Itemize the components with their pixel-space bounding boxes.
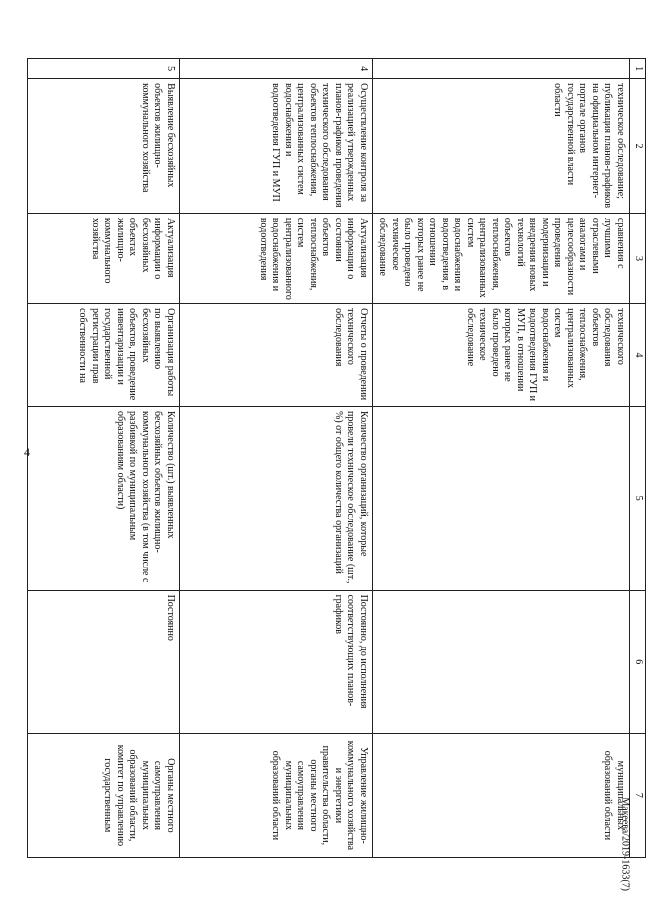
header-col-3: 3	[630, 213, 646, 303]
table-row	[373, 59, 630, 858]
deadline-cell: Постоянно, до исполнения соответствующих планов-графиков	[180, 590, 373, 733]
header-col-6: 6	[630, 590, 646, 733]
plan-table	[27, 58, 646, 858]
indicator-cell: Количество (шт.) выявленных бесхозяйных объектов жилищно-коммунального хозяйства (в том числе с разбивкой по муниципальным образованиям области)	[28, 407, 180, 591]
header-col-5: 5	[630, 407, 646, 591]
measure-cell: Осуществление контроля за реализацией утвержденных планов-графиков проведения технического обследования объектов теплоснабжения, централизованных систем водоснабжения и водоотведения ГУП и МУП	[180, 79, 373, 214]
header-col-1: 1	[630, 59, 646, 79]
result-cell: Организация работы по выявлению бесхозяйных объектов, проведение инвентаризации и государственной регистрации прав собственности на	[28, 304, 180, 407]
measure-cell: техническое обследование; публикация планов-графиков на официальном интернет-портале органов государственной власти области	[373, 79, 630, 214]
responsible-cell: муниципальных образований области	[373, 733, 630, 857]
indicator-cell: Количество организаций, которые провели техническое обследование (шт., %) от общего количества организаций	[180, 407, 373, 591]
deadline-cell	[373, 590, 630, 733]
table-row	[180, 59, 373, 858]
document-reference: Макеева/2019-1633(7)	[620, 797, 631, 891]
rotated-table-container	[53, 58, 646, 858]
header-col-7: 7	[630, 733, 646, 857]
row-number	[373, 59, 630, 79]
indicator-cell	[373, 407, 630, 591]
measure-cell: Выявление бесхозяйных объектов жилищно-коммунального хозяйства	[28, 79, 180, 214]
header-col-4: 4	[630, 304, 646, 407]
deadline-cell: Постоянно	[28, 590, 180, 733]
purpose-cell: Актуализация информации о состоянии объектов теплоснабжения, систем централизованного водоснабжения и водоотведения	[180, 213, 373, 303]
result-cell: Отчеты о проведении технического обследования	[180, 304, 373, 407]
page-number: 4	[24, 445, 30, 459]
header-col-2: 2	[630, 79, 646, 214]
row-number: 4	[180, 59, 373, 79]
result-cell: технического обследования объектов теплоснабжения, централизованных систем водоснабжения и водоотведения ГУП и МУП, в отношении которых ранее не было проведено техническое обследование	[373, 304, 630, 407]
row-number: 5	[28, 59, 180, 79]
purpose-cell: сравнения с лучшими отраслевыми аналогами и целесообразности проведения модернизации и внедрения новых технологий объектов теплоснабжения, централизованных систем водоснабжения и водоотведения, в отношении которых ранее не было проведено техническое обследование	[373, 213, 630, 303]
purpose-cell: Актуализация информации о бесхозяйных объектах жилищно-коммунального хозяйства	[28, 213, 180, 303]
table-row	[28, 59, 180, 858]
responsible-cell: Управление жилищно-коммунального хозяйства и энергетики правительства области, органы местного самоуправления муниципальных образований области	[180, 733, 373, 857]
table-header-row	[630, 59, 646, 858]
responsible-cell: Органы местного самоуправления муниципальных образований области, комитет по управлению государственным	[28, 733, 180, 857]
